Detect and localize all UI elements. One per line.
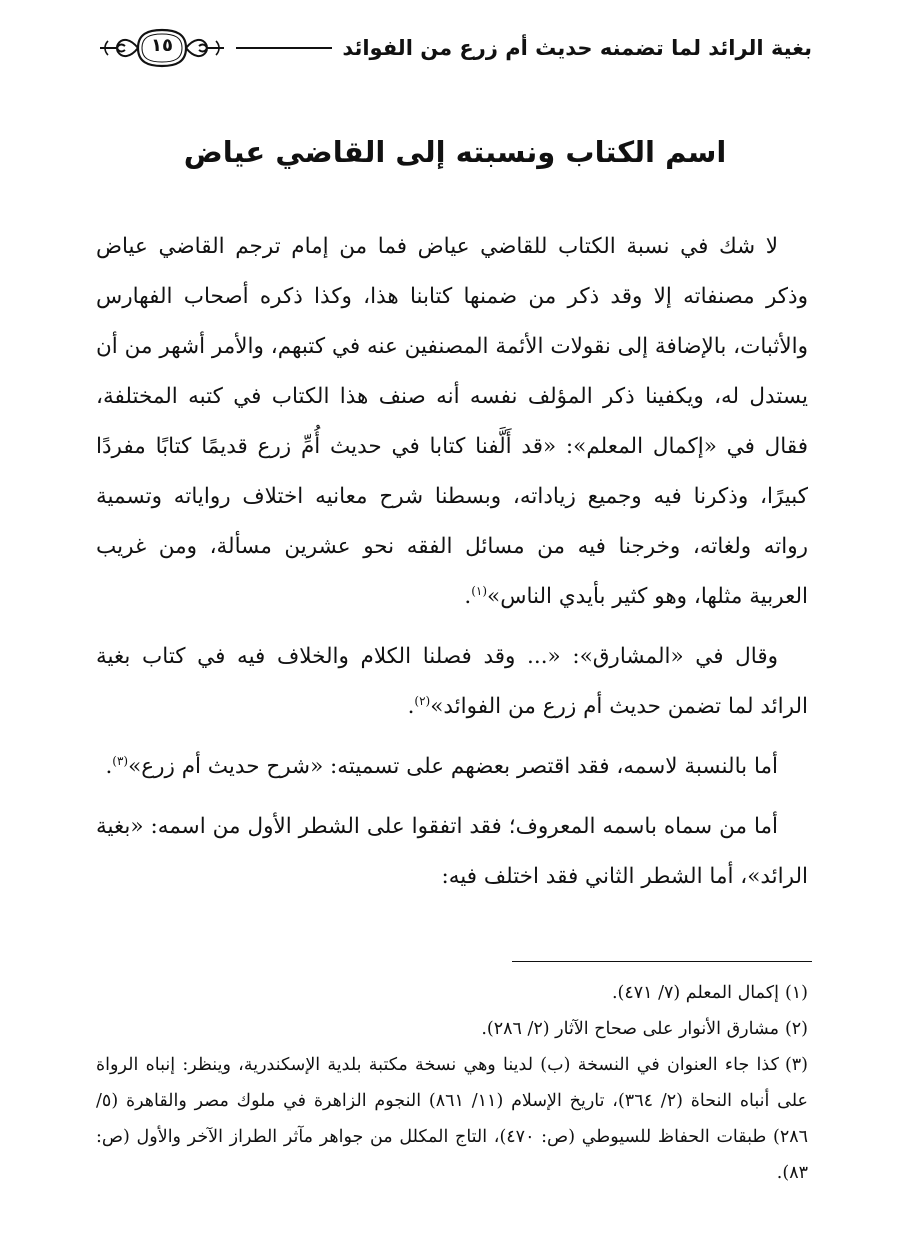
paragraph: لا شك في نسبة الكتاب للقاضي عياض فما من إمام ترجم القاضي عياض وذكر مصنفاته إلا وقد ذكر من ضمنها كتابنا هذا، وكذا ذكره أصحاب الفهارس والأثبات، بالإضافة إلى نقولات الأئمة المصنفين عنه في كتبهم، والأمر أشهر من أن يستدل له، ويكفينا ذكر المؤلف نفسه أنه صنف هذا الكتاب في كتبه المختلفة، فقال في «إكمال المعلم»: «قد أَلَّفنا كتابا في حديث أُمِّ زرع قديمًا كتابًا مفردًا كبيرًا، وذكرنا فيه وجميع زياداته، وبسطنا شرح معانيه اختلاف رواياته وتسمية رواته ولغاته، وخرجنا فيه من مسائل الفقه نحو عشرين مسألة، ومن غريب العربية مثلها، وهو كثير بأيدي الناس»$^{(١)}$. xyxy=(96,234,808,609)
footnote-text: مشارق الأنوار على صحاح الآثار (٢/ ٢٨٦). xyxy=(481,1019,779,1039)
body-text xyxy=(96,222,808,912)
page-number: ١٥ xyxy=(151,35,173,56)
footnote-ref[interactable]: (٣) xyxy=(112,753,129,768)
chapter-title: اسم الكتاب ونسبته إلى القاضي عياض xyxy=(183,135,727,169)
header-rule xyxy=(236,47,332,49)
footnote-item xyxy=(96,1011,808,1047)
footnote-number: (٢) xyxy=(784,1019,808,1039)
running-header xyxy=(96,26,812,70)
paragraph: وقال في «المشارق»: «... وقد فصلنا الكلام والخلاف فيه في كتاب بغية الرائد لما تضمن حديث أم زرع من الفوائد»$^{(٢)}$. xyxy=(96,644,808,719)
paragraph: أما بالنسبة لاسمه، فقد اقتصر بعضهم على تسميته: «شرح حديث أم زرع»$^{(٣)}$. xyxy=(105,753,778,779)
page-number-ornament xyxy=(96,26,228,70)
footnote-number: (١) xyxy=(784,983,808,1003)
running-title: بغية الرائد لما تضمنه حديث أم زرع من الفوائد xyxy=(342,36,812,60)
footnote-ref[interactable]: (١) xyxy=(471,583,488,598)
footnote-separator xyxy=(512,961,812,962)
footnote-item xyxy=(96,975,808,1011)
footnote-text: إكمال المعلم (٧/ ٤٧١). xyxy=(611,983,779,1003)
footnote-item xyxy=(96,1047,808,1191)
footnote-ref[interactable]: (٢) xyxy=(414,693,431,708)
footnote-number: (٣) xyxy=(784,1055,808,1075)
paragraph: أما من سماه باسمه المعروف؛ فقد اتفقوا على الشطر الأول من اسمه: «بغية الرائد»، أما الشطر الثاني فقد اختلف فيه: xyxy=(96,814,808,889)
footnote-text: كذا جاء العنوان في النسخة (ب) لدينا وهي نسخة مكتبة بلدية الإسكندرية، وينظر: إنباه الرواة على أنباه النحاة (٢/ ٣٦٤)، تاريخ الإسلام (١١/ ٨٦١) النجوم الزاهرة في ملوك مصر والقاهرة (٥/ ٢٨٦) طبقات الحفاظ للسيوطي (ص: ٤٧٠)، التاج المكلل من جواهر مآثر الطراز الآخر والأول (ص: ٨٣). xyxy=(96,1055,809,1183)
footnotes xyxy=(96,975,808,1191)
